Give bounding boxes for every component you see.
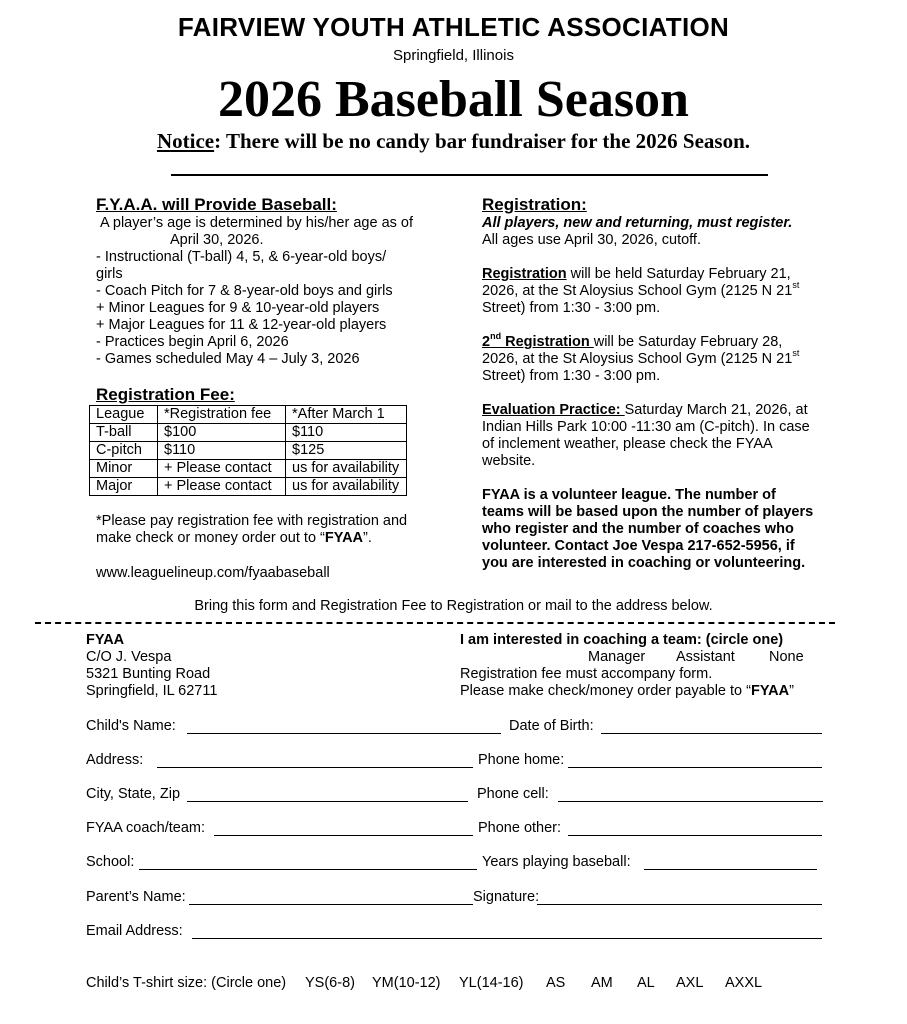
provide-item: girls bbox=[96, 266, 123, 282]
coach-option-manager[interactable]: Manager bbox=[588, 649, 646, 665]
cut-line bbox=[35, 622, 835, 624]
table-cell: us for availability bbox=[286, 478, 407, 496]
eval-line-1: Evaluation Practice: Saturday March 21, 2026, at bbox=[482, 402, 808, 418]
provide-item: + Major Leagues for 11 & 12-year-old players bbox=[96, 317, 387, 333]
provide-item: - Instructional (T-ball) 4, 5, & 6-year-old boys/ bbox=[96, 249, 387, 265]
reg1-line-3: Street) from 1:30 - 3:00 pm. bbox=[482, 300, 661, 316]
years-field[interactable] bbox=[644, 869, 817, 870]
table-cell: T-ball bbox=[90, 424, 158, 442]
registration-section bbox=[482, 195, 842, 572]
bring-form-text: Bring this form and Registration Fee to Registration or mail to the address below. bbox=[194, 598, 713, 614]
phone-cell-field[interactable] bbox=[558, 801, 823, 802]
city-state-zip-label: City, State, Zip bbox=[86, 786, 181, 802]
reg2-line-3: Street) from 1:30 - 3:00 pm. bbox=[482, 368, 661, 384]
coach-team-field[interactable] bbox=[214, 835, 473, 836]
table-cell: $125 bbox=[286, 442, 407, 460]
school-field[interactable] bbox=[139, 869, 477, 870]
cutoff-text: All ages use April 30, 2026, cutoff. bbox=[482, 232, 701, 248]
tshirt-label: Child’s T-shirt size: (Circle one) bbox=[86, 975, 287, 991]
tshirt-size-yl[interactable]: YL(14-16) bbox=[459, 975, 524, 991]
payable-text: Please make check/money order payable to “FYAA” bbox=[460, 683, 794, 699]
table-cell: $110 bbox=[286, 424, 407, 442]
notice bbox=[0, 129, 907, 154]
table-cell: $100 bbox=[158, 424, 286, 442]
fee-note bbox=[96, 513, 407, 547]
table-cell: Major bbox=[90, 478, 158, 496]
tshirt-size-al[interactable]: AL bbox=[637, 975, 655, 991]
coach-option-assistant[interactable]: Assistant bbox=[676, 649, 735, 665]
coach-option-none[interactable]: None bbox=[769, 649, 804, 665]
mail-line: 5321 Bunting Road bbox=[86, 666, 211, 682]
dob-label: Date of Birth: bbox=[509, 718, 594, 734]
coach-team-label: FYAA coach/team: bbox=[86, 820, 206, 836]
parent-name-field[interactable] bbox=[189, 904, 473, 905]
all-players-text: All players, new and returning, must register. bbox=[482, 215, 793, 231]
signature-label: Signature: bbox=[473, 889, 540, 905]
notice-label: Notice bbox=[156, 129, 215, 153]
provide-item: - Coach Pitch for 7 & 8-year-old boys and girls bbox=[96, 283, 393, 299]
child-name-label: Child's Name: bbox=[86, 718, 176, 734]
mail-name: FYAA bbox=[86, 632, 125, 648]
phone-other-label: Phone other: bbox=[478, 820, 562, 836]
table-header-row bbox=[90, 406, 407, 424]
provide-section bbox=[96, 195, 446, 368]
phone-home-field[interactable] bbox=[568, 767, 822, 768]
provide-title: F.Y.A.A. will Provide Baseball: bbox=[96, 195, 337, 214]
fee-accompany-text: Registration fee must accompany form. bbox=[460, 666, 713, 682]
volunteer-line: volunteer. Contact Joe Vespa 217-652-5956, if bbox=[482, 538, 795, 554]
volunteer-line: you are interested in coaching or volunteering. bbox=[482, 555, 806, 571]
table-row bbox=[90, 478, 407, 496]
volunteer-line: who register and the number of coaches who bbox=[482, 521, 794, 537]
provide-item: + Minor Leagues for 9 & 10-year-old players bbox=[96, 300, 380, 316]
fee-note-line-1: *Please pay registration fee with registration and bbox=[96, 513, 408, 529]
table-cell: C-pitch bbox=[90, 442, 158, 460]
age-line-2: April 30, 2026. bbox=[170, 232, 264, 248]
header-divider bbox=[171, 174, 768, 176]
notice-text: : There will be no candy bar fundraiser for the 2026 Season. bbox=[214, 129, 751, 153]
season-title: 2026 Baseball Season bbox=[218, 71, 689, 128]
table-header: *After March 1 bbox=[286, 406, 407, 424]
age-line-1: A player’s age is determined by his/her age as of bbox=[100, 215, 414, 231]
table-cell: us for availability bbox=[286, 460, 407, 478]
provide-item: - Practices begin April 6, 2026 bbox=[96, 334, 289, 350]
table-header: League bbox=[90, 406, 158, 424]
table-header: *Registration fee bbox=[158, 406, 286, 424]
eval-line-2: Indian Hills Park 10:00 -11:30 am (C-pitch). In case bbox=[482, 419, 810, 435]
reg2-line-1: 2nd Registration will be Saturday February 28, bbox=[482, 331, 783, 350]
fee-table bbox=[89, 405, 407, 496]
phone-other-field[interactable] bbox=[568, 835, 822, 836]
table-row bbox=[90, 442, 407, 460]
table-row bbox=[90, 424, 407, 442]
tshirt-size-axl[interactable]: AXL bbox=[676, 975, 704, 991]
email-label: Email Address: bbox=[86, 923, 183, 939]
mail-line: Springfield, IL 62711 bbox=[86, 683, 218, 699]
parent-name-label: Parent’s Name: bbox=[86, 889, 186, 905]
phone-cell-label: Phone cell: bbox=[477, 786, 549, 802]
reg2-line-2: 2026, at the St Aloysius School Gym (2125 N 21st bbox=[482, 348, 800, 367]
email-field[interactable] bbox=[192, 938, 822, 939]
table-cell: + Please contact bbox=[158, 460, 286, 478]
mail-address bbox=[86, 632, 217, 700]
reg1-line-2: 2026, at the St Aloysius School Gym (2125 N 21st bbox=[482, 280, 800, 299]
dob-field[interactable] bbox=[601, 733, 822, 734]
reg1-line-1: Registration will be held Saturday February 21, bbox=[482, 266, 791, 282]
eval-line-4: website. bbox=[482, 453, 536, 469]
provide-item: - Games scheduled May 4 – July 3, 2026 bbox=[96, 351, 360, 367]
table-cell: Minor bbox=[90, 460, 158, 478]
eval-line-3: of inclement weather, please check the FYAA bbox=[482, 436, 773, 452]
signature-field[interactable] bbox=[537, 904, 822, 905]
tshirt-size-ym[interactable]: YM(10-12) bbox=[372, 975, 441, 991]
address-label: Address: bbox=[86, 752, 144, 768]
registration-title: Registration: bbox=[482, 195, 587, 214]
tshirt-size-am[interactable]: AM bbox=[591, 975, 613, 991]
tshirt-size-ys[interactable]: YS(6-8) bbox=[305, 975, 355, 991]
org-city: Springfield, Illinois bbox=[393, 47, 514, 64]
org-title: FAIRVIEW YOUTH ATHLETIC ASSOCIATION bbox=[177, 12, 730, 42]
phone-home-label: Phone home: bbox=[478, 752, 565, 768]
tshirt-size-axxl[interactable]: AXXL bbox=[725, 975, 763, 991]
years-label: Years playing baseball: bbox=[482, 854, 631, 870]
city-state-zip-field[interactable] bbox=[187, 801, 468, 802]
coaching-title: I am interested in coaching a team: (circle one) bbox=[460, 632, 784, 648]
fee-note-line-2: make check or money order out to “FYAA”. bbox=[96, 530, 372, 546]
mail-line: C/O J. Vespa bbox=[86, 649, 172, 665]
volunteer-line: teams will be based upon the number of players bbox=[482, 504, 814, 520]
tshirt-size-as[interactable]: AS bbox=[546, 975, 566, 991]
table-cell: $110 bbox=[158, 442, 286, 460]
child-name-field[interactable] bbox=[187, 733, 501, 734]
address-field[interactable] bbox=[157, 767, 473, 768]
volunteer-line: FYAA is a volunteer league. The number of bbox=[482, 487, 776, 503]
fee-title: Registration Fee: bbox=[96, 385, 235, 404]
table-row bbox=[90, 460, 407, 478]
school-label: School: bbox=[86, 854, 135, 870]
website-link[interactable]: www.leaguelineup.com/fyaabaseball bbox=[96, 565, 330, 581]
table-cell: + Please contact bbox=[158, 478, 286, 496]
